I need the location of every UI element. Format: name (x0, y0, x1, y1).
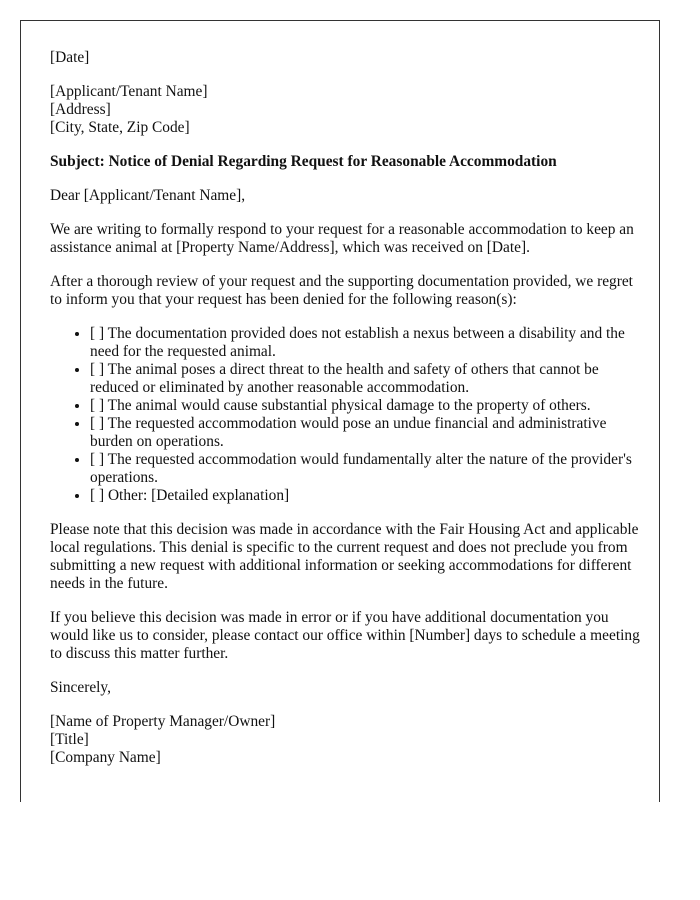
letter-content (50, 49, 640, 783)
signer-name: [Name of Property Manager/Owner] (50, 713, 276, 730)
paragraph-contact: If you believe this decision was made in error or if you have additional documentation you would like us to consider, please contact our office within [Number] days to schedule a meeting to discuss this matter further. (50, 609, 640, 662)
signer-company: [Company Name] (50, 749, 161, 766)
paragraph-legal-note: Please note that this decision was made in accordance with the Fair Housing Act and applicable local regulations. This denial is specific to the current request and does not preclude you from submitting a new request with additional information or seeking accommodations for different needs in the future. (50, 521, 639, 592)
reason-item: • [ ] Other: [Detailed explanation] (90, 487, 640, 505)
recipient-address: [Address] (50, 101, 111, 118)
reason-item: • [ ] The documentation provided does not establish a nexus between a disability and the need for the requested animal. (90, 325, 640, 361)
signature-block (50, 713, 640, 767)
letter-page (20, 20, 660, 802)
letter-date: [Date] (50, 49, 90, 66)
reason-item: • [ ] The animal poses a direct threat to the health and safety of others that cannot be reduced or eliminated by another reasonable accommodation. (90, 361, 640, 397)
letter-subject: Subject: Notice of Denial Regarding Request for Reasonable Accommodation (50, 153, 557, 170)
reason-item: • [ ] The requested accommodation would pose an undue financial and administrative burden on operations. (90, 415, 640, 451)
paragraph-denial: After a thorough review of your request and the supporting documentation provided, we regret to inform you that your request has been denied for the following reason(s): (50, 273, 633, 308)
recipient-name: [Applicant/Tenant Name] (50, 83, 208, 100)
recipient-city-state-zip: [City, State, Zip Code] (50, 119, 190, 136)
reasons-list (50, 325, 640, 505)
reason-item: • [ ] The requested accommodation would fundamentally alter the nature of the provider's operations. (90, 451, 640, 487)
paragraph-intro: We are writing to formally respond to your request for a reasonable accommodation to keep an assistance animal at [Property Name/Address], which was received on [Date]. (50, 221, 634, 256)
signer-title: [Title] (50, 731, 89, 748)
sign-off: Sincerely, (50, 679, 111, 696)
salutation: Dear [Applicant/Tenant Name], (50, 187, 246, 204)
reason-item: • [ ] The animal would cause substantial physical damage to the property of others. (90, 397, 640, 415)
recipient-block (50, 83, 640, 137)
